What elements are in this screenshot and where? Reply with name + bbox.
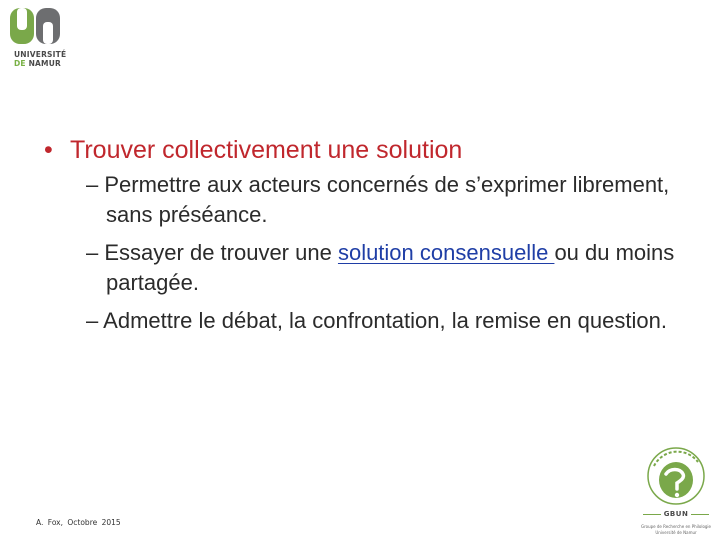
globe-question-icon [640,440,712,508]
university-name [14,50,66,68]
sub-dash: – [86,172,99,197]
solution-consensuelle-link[interactable]: solution consensuelle [337,240,555,265]
main-bullet [44,134,684,166]
sub-dash: – [86,308,99,333]
footer-credit: A. Fox, Octobre 2015 [36,518,121,527]
gbun-badge [636,440,716,538]
slide-content [44,134,684,344]
sub-item [86,170,696,230]
badge-name: GBUN [636,510,716,518]
un-logo-icon [8,6,62,48]
university-logo [8,6,66,68]
badge-line-1: Groupe de Recherche en Philologie [640,524,711,529]
sub-item-text: Permettre aux acteurs concernés de s’exprimer librement, sans préséance. [104,172,670,227]
sub-item [86,238,696,298]
university-line2 [14,59,66,68]
main-bullet-text: Trouver collectivement une solution [70,136,463,164]
sub-item-text-after: ou du moins partagée. [106,240,675,295]
university-line2-suffix: NAMUR [28,59,61,68]
badge-line-2: Université de Namur [655,530,697,535]
sub-item [86,306,696,336]
sub-item-text-before: Essayer de trouver une [104,240,338,265]
university-line2-prefix: DE [14,59,26,68]
sub-item-text: Admettre le débat, la confrontation, la remise en question. [103,308,667,333]
bullet-dot: • [44,136,53,164]
sub-dash: – [86,240,99,265]
university-line1: UNIVERSITÉ [14,50,67,59]
